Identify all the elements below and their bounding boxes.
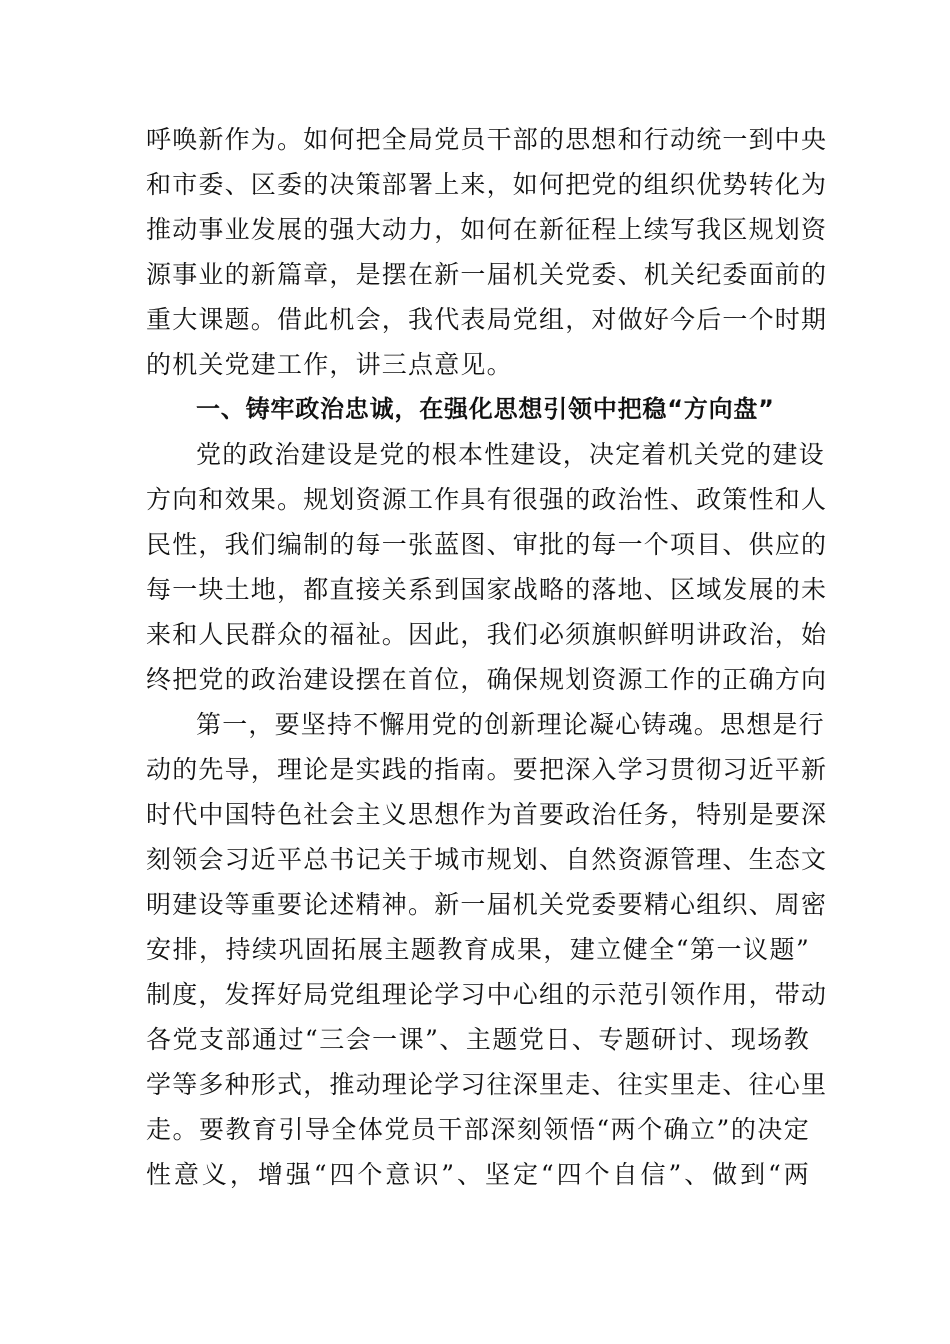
text-line: 刻领会习近平总书记关于城市规划、自然资源管理、生态文 <box>146 845 828 874</box>
paragraph-intro <box>146 117 828 387</box>
paragraph-first-point <box>146 702 828 1197</box>
text-line: 性意义，增强“四个意识”、坚定“四个自信”、做到“两 <box>146 1160 810 1189</box>
text-line: 方向和效果。规划资源工作具有很强的政治性、政策性和人 <box>146 485 828 514</box>
text-line: 推动事业发展的强大动力，如何在新征程上续写我区规划资 <box>146 215 828 244</box>
text-line: 民性，我们编制的每一张蓝图、审批的每一个项目、供应的 <box>146 530 828 559</box>
text-line: 学等多种形式，推动理论学习往深里走、往实里走、往心里 <box>146 1070 828 1099</box>
text-line: 时代中国特色社会主义思想作为首要政治任务，特别是要深 <box>146 800 828 829</box>
text-line: 走。要教育引导全体党员干部深刻领悟“两个确立”的决定 <box>146 1115 810 1144</box>
text-line: 每一块土地，都直接关系到国家战略的落地、区域发展的未 <box>146 575 828 604</box>
text-line: 终把党的政治建设摆在首位，确保规划资源工作的正确方向 <box>146 665 828 694</box>
paragraph-political-building <box>146 432 828 702</box>
text-line: 源事业的新篇章，是摆在新一届机关党委、机关纪委面前的 <box>146 260 828 289</box>
text-line: 和市委、区委的决策部署上来，如何把党的组织优势转化为 <box>146 170 828 199</box>
text-line: 重大课题。借此机会，我代表局党组，对做好今后一个时期 <box>146 305 828 334</box>
text-line: 第一，要坚持不懈用党的创新理论凝心铸魂。思想是行 <box>196 710 825 739</box>
text-line: 来和人民群众的福祉。因此，我们必须旗帜鲜明讲政治，始 <box>146 620 828 649</box>
text-line: 明建设等重要论述精神。新一届机关党委要精心组织、周密 <box>146 890 828 919</box>
text-line: 制度，发挥好局党组理论学习中心组的示范引领作用，带动 <box>146 980 828 1009</box>
text-line: 党的政治建设是党的根本性建设，决定着机关党的建设 <box>196 440 825 469</box>
document-page <box>146 117 828 1197</box>
text-line: 各党支部通过“三会一课”、主题党日、专题研讨、现场教 <box>146 1025 810 1054</box>
text-line: 的机关党建工作，讲三点意见。 <box>146 350 513 379</box>
text-line: 动的先导，理论是实践的指南。要把深入学习贯彻习近平新 <box>146 755 828 784</box>
text-line: 安排，持续巩固拓展主题教育成果，建立健全“第一议题” <box>146 935 810 964</box>
section-heading: 一、铸牢政治忠诚，在强化思想引领中把稳“方向盘” <box>196 395 775 423</box>
text-line: 呼唤新作为。如何把全局党员干部的思想和行动统一到中央 <box>146 125 828 154</box>
